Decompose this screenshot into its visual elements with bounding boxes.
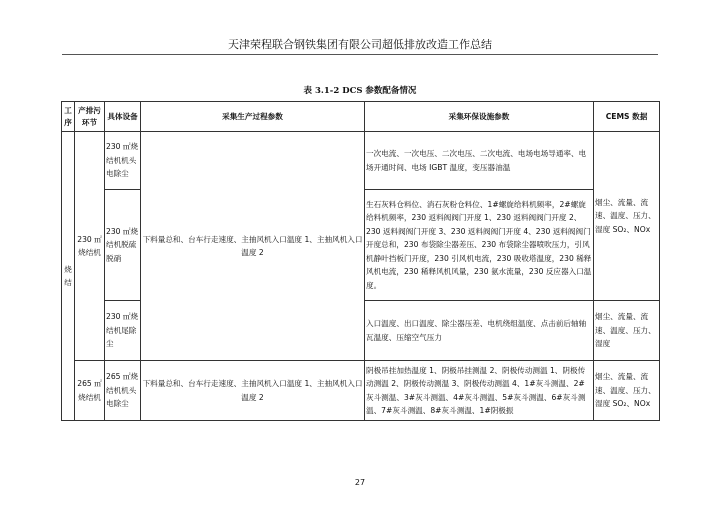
header-env-params: 采集环保设施参数 bbox=[365, 102, 594, 132]
cems-cell: 烟尘、流量、流速、温度、压力、湿度 bbox=[594, 301, 660, 361]
env-params-cell: 一次电流、一次电压、二次电压、二次电流、电场电场导通率、电场开通时间、电场 IGBT 温度，变压器油温 bbox=[365, 132, 594, 190]
page-header-title: 天津荣程联合钢铁集团有限公司超低排放改造工作总结 bbox=[228, 38, 492, 51]
header-equipment: 具体设备 bbox=[105, 102, 141, 132]
equipment-cell: 230 ㎡烧结机机头电除尘 bbox=[105, 132, 141, 190]
env-params-cell: 入口温度、出口温度、除尘器压差、电机绕组温度、点击前后轴轴瓦温度、压缩空气压力 bbox=[365, 301, 594, 361]
cems-cell: 烟尘、流量、流速、温度、压力、湿度 SO₂、NOx bbox=[594, 132, 660, 301]
env-params-cell: 生石灰料仓料位、消石灰粉仓料位、1#螺旋给料机频率，2#螺旋给料机频率，230 返料阀阀门开度 1、230 返料阀阀门开度 2、230 返料阀阀门开度 3、230 返料阀阀门开度 4、230 返料阀阀门开度总和，230 布袋除尘器差压、230 布袋除尘器喷吹压力，引风机静叶挡板门开度，230 引风机电流，230 吸收塔温度，230 稀释风机电流，230 稀释风机风量，230 氨水流量，230 反应器入口温度。 bbox=[365, 190, 594, 301]
table-caption: 表 3.1-2 DCS 参数配备情况 bbox=[303, 86, 417, 96]
header-process: 工序 bbox=[62, 102, 75, 132]
equipment-cell: 265 ㎡烧结机机头电除尘 bbox=[105, 361, 141, 421]
header-stage: 产排污环节 bbox=[75, 102, 105, 132]
equipment-cell: 230 ㎡烧结机脱硫脱硝 bbox=[105, 190, 141, 301]
equipment-cell: 230 ㎡烧结机尾除尘 bbox=[105, 301, 141, 361]
table-row bbox=[62, 132, 660, 190]
production-params-cell: 下料量总和、台车行走速度、主抽风机入口温度 1、主抽风机入口温度 2 bbox=[141, 361, 365, 421]
stage-cell-230: 230 ㎡烧结机 bbox=[75, 132, 105, 361]
header-cems: CEMS 数据 bbox=[594, 102, 660, 132]
process-cell: 烧结 bbox=[62, 132, 75, 421]
table-row bbox=[62, 361, 660, 421]
stage-cell-265: 265 ㎡烧结机 bbox=[75, 361, 105, 421]
dcs-parameter-table bbox=[61, 101, 660, 421]
table-header-row bbox=[62, 102, 660, 132]
header-production-params: 采集生产过程参数 bbox=[141, 102, 365, 132]
production-params-cell: 下料量总和、台车行走速度、主抽风机入口温度 1、主抽风机入口温度 2 bbox=[141, 132, 365, 361]
env-params-cell: 阴极吊挂加热温度 1、阴极吊挂测温 2、阴极传动测温 1、阴极传动测温 2、阴极传动测温 3、阴极传动测温 4、1#灰斗测温、2#灰斗测温、3#灰斗测温、4#灰斗测温、5#灰斗测温、6#灰斗测温、7#灰斗测温、8#灰斗测温、1#阴极振 bbox=[365, 361, 594, 421]
header-divider bbox=[62, 54, 658, 55]
page-number: 27 bbox=[354, 478, 366, 487]
cems-cell: 烟尘、流量、流速、温度、压力、湿度 SO₂、NOx bbox=[594, 361, 660, 421]
